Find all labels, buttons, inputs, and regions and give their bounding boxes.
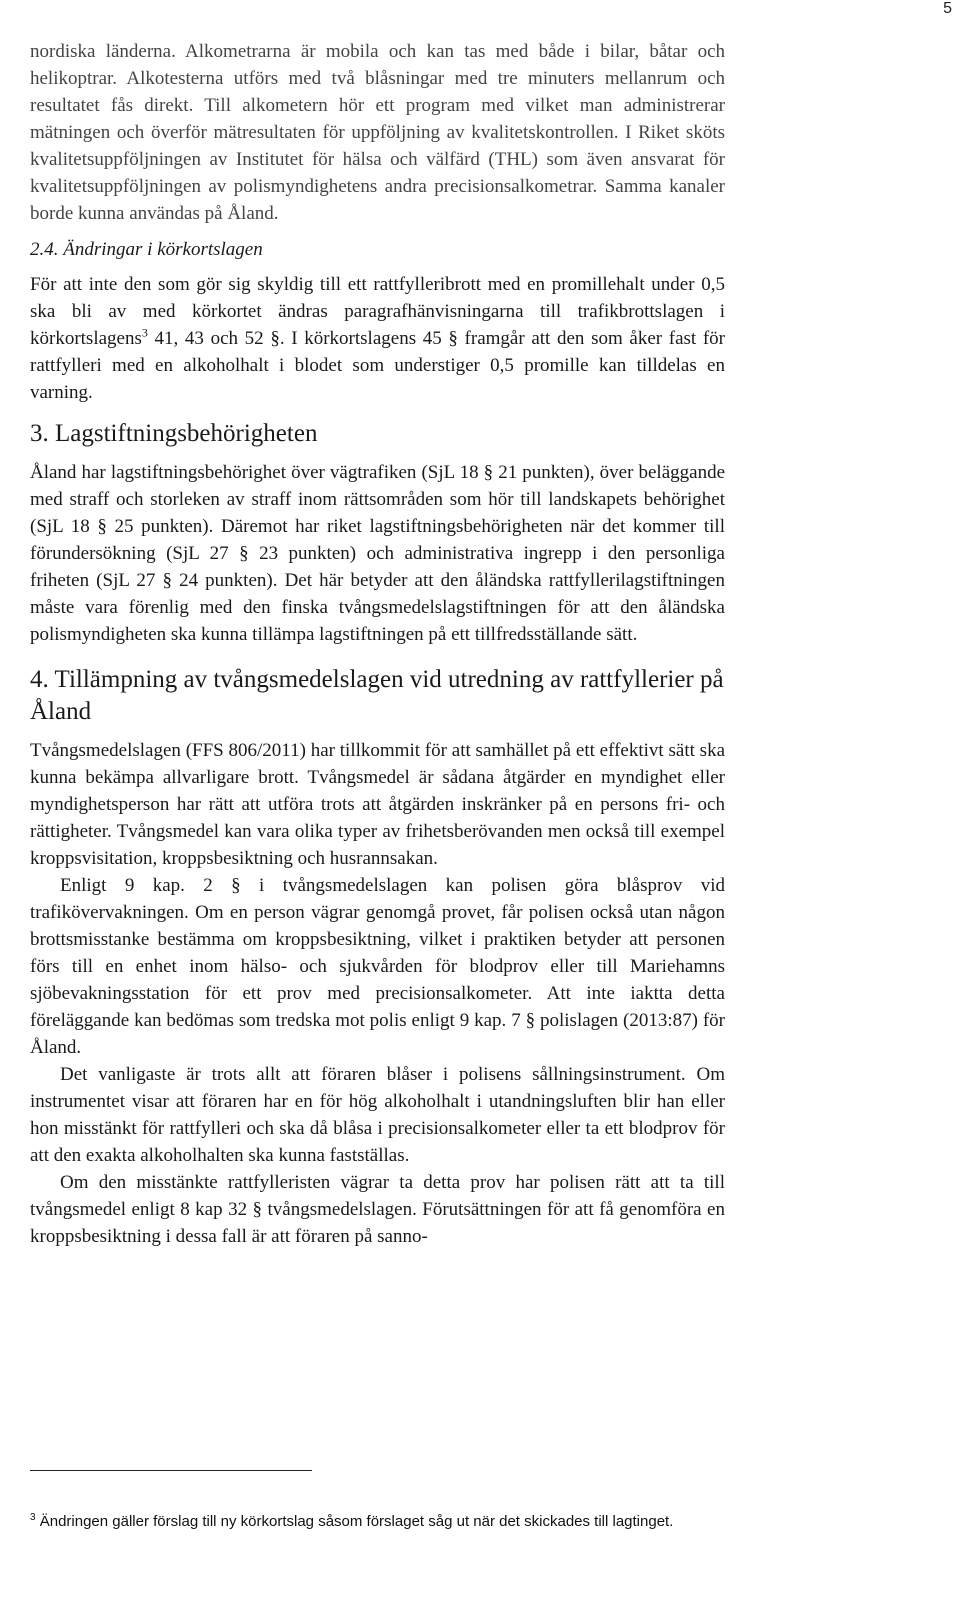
page-number: 5 bbox=[943, 0, 952, 17]
footnote-divider bbox=[30, 1470, 312, 1471]
section-2-4-text-before-ref: För att inte den som gör sig skyldig till ett rattfylleribrott med en promillehalt under 0,5 ska bli av med körkortet ändras paragrafhänvisningarna till trafikbrottslagen i körkortslagens bbox=[30, 274, 725, 349]
footnote-number: 3 bbox=[30, 1512, 36, 1523]
section-4-paragraph-1: Tvångsmedelslagen (FFS 806/2011) har tillkommit för att samhället på ett effektivt sätt ska kunna bekämpa allvarligare brott. Tvångsmedel är sådana åtgärder en myndighet eller myndighetsperson har rätt att utföra trots att åtgärden inskränker på en persons fri- och rättigheter. Tvångsmedel kan vara olika typer av frihetsberövanden men också till exempel kroppsvisitation, kroppsbesiktning och husrannsakan. bbox=[30, 740, 725, 869]
section-4-paragraph-2: Enligt 9 kap. 2 § i tvångsmedelslagen kan polisen göra blåsprov vid trafikövervakningen. Om en person vägrar genomgå provet, får polisen också utan någon brottsmisstanke bestämma om kroppsbesiktning, vilket i praktiken betyder att personen förs till en enhet inom hälso- och sjukvården för blodprov eller till Mariehamns sjöbevakningsstation för ett prov med precisionsalkometer. Att inte iaktta detta föreläggande kan bedömas som tredska mot polis enligt 9 kap. 7 § polislagen (2013:87) för Åland. bbox=[30, 875, 725, 1058]
section-2-4-text-after-ref: 41, 43 och 52 §. I körkortslagens 45 § framgår att den som åker fast för rattfylleri med en alkoholhalt i blodet som understiger 0,5 promille kan tilldelas en varning. bbox=[30, 328, 725, 403]
footnote bbox=[30, 1508, 730, 1535]
section-2-4-heading: 2.4. Ändringar i körkortslagen bbox=[30, 239, 263, 260]
intro-paragraph: nordiska länderna. Alkometrarna är mobila och kan tas med både i bilar, båtar och helikoptrar. Alkotesterna utförs med två blåsningar med tre minuters mellanrum och resultatet fås direkt. Till alkometern hör ett program med vilket man administrerar mätningen och överför mätresultaten för uppföljning av kvalitetskontrollen. I Riket sköts kvalitetsuppföljningen av Institutet för hälsa och välfärd (THL) som även ansvarat för kvalitetsuppföljningen av polismyndighetens andra precisionsalkometrar. Samma kanaler borde kunna användas på Åland. bbox=[30, 41, 725, 224]
footnote-text: Ändringen gäller förslag till ny körkortslag såsom förslaget såg ut när det skickades till lagtinget. bbox=[35, 1513, 674, 1530]
section-4-paragraph-3: Det vanligaste är trots allt att föraren blåser i polisens sållningsinstrument. Om instrumentet visar att föraren har en för hög alkoholhalt i utandningsluften blir han eller hon misstänkt för rattfylleri och ska då blåsa i precisionsalkometer eller ta ett blodprov för att den exakta alkoholhalten ska kunna fastställas. bbox=[30, 1064, 725, 1166]
footnote-reference: 3 bbox=[141, 325, 148, 340]
section-2-4-paragraph bbox=[30, 271, 725, 406]
section-3-heading: 3. Lagstiftningsbehörigheten bbox=[30, 420, 318, 447]
section-4-paragraph-4: Om den misstänkte rattfylleristen vägrar ta detta prov har polisen rätt att ta till tvångsmedel enligt 8 kap 32 § tvångsmedelslagen. Förutsättningen för att få genomföra en kroppsbesiktning i dessa fall är att föraren på sanno- bbox=[30, 1172, 725, 1247]
section-3-paragraph: Åland har lagstiftningsbehörighet över vägtrafiken (SjL 18 § 21 punkten), över beläggande med straff och storleken av straff inom rättsområden som hör till landskapets behörighet (SjL 18 § 25 punkten). Däremot har riket lagstiftningsbehörigheten när det kommer till förundersökning (SjL 27 § 23 punkten) och administrativa ingrepp i den personliga friheten (SjL 27 § 24 punkten). Det här betyder att den åländska rattfyllerilagstiftningen måste vara förenlig med den finska tvångsmedelslagstiftningen för att den åländska polismyndigheten ska kunna tillämpa lagstiftningen på ett tillfredsställande sätt. bbox=[30, 462, 725, 645]
page-content bbox=[30, 38, 725, 1250]
section-4-heading: 4. Tillämpning av tvångsmedelslagen vid utredning av rattfyllerier på Åland bbox=[30, 666, 724, 725]
